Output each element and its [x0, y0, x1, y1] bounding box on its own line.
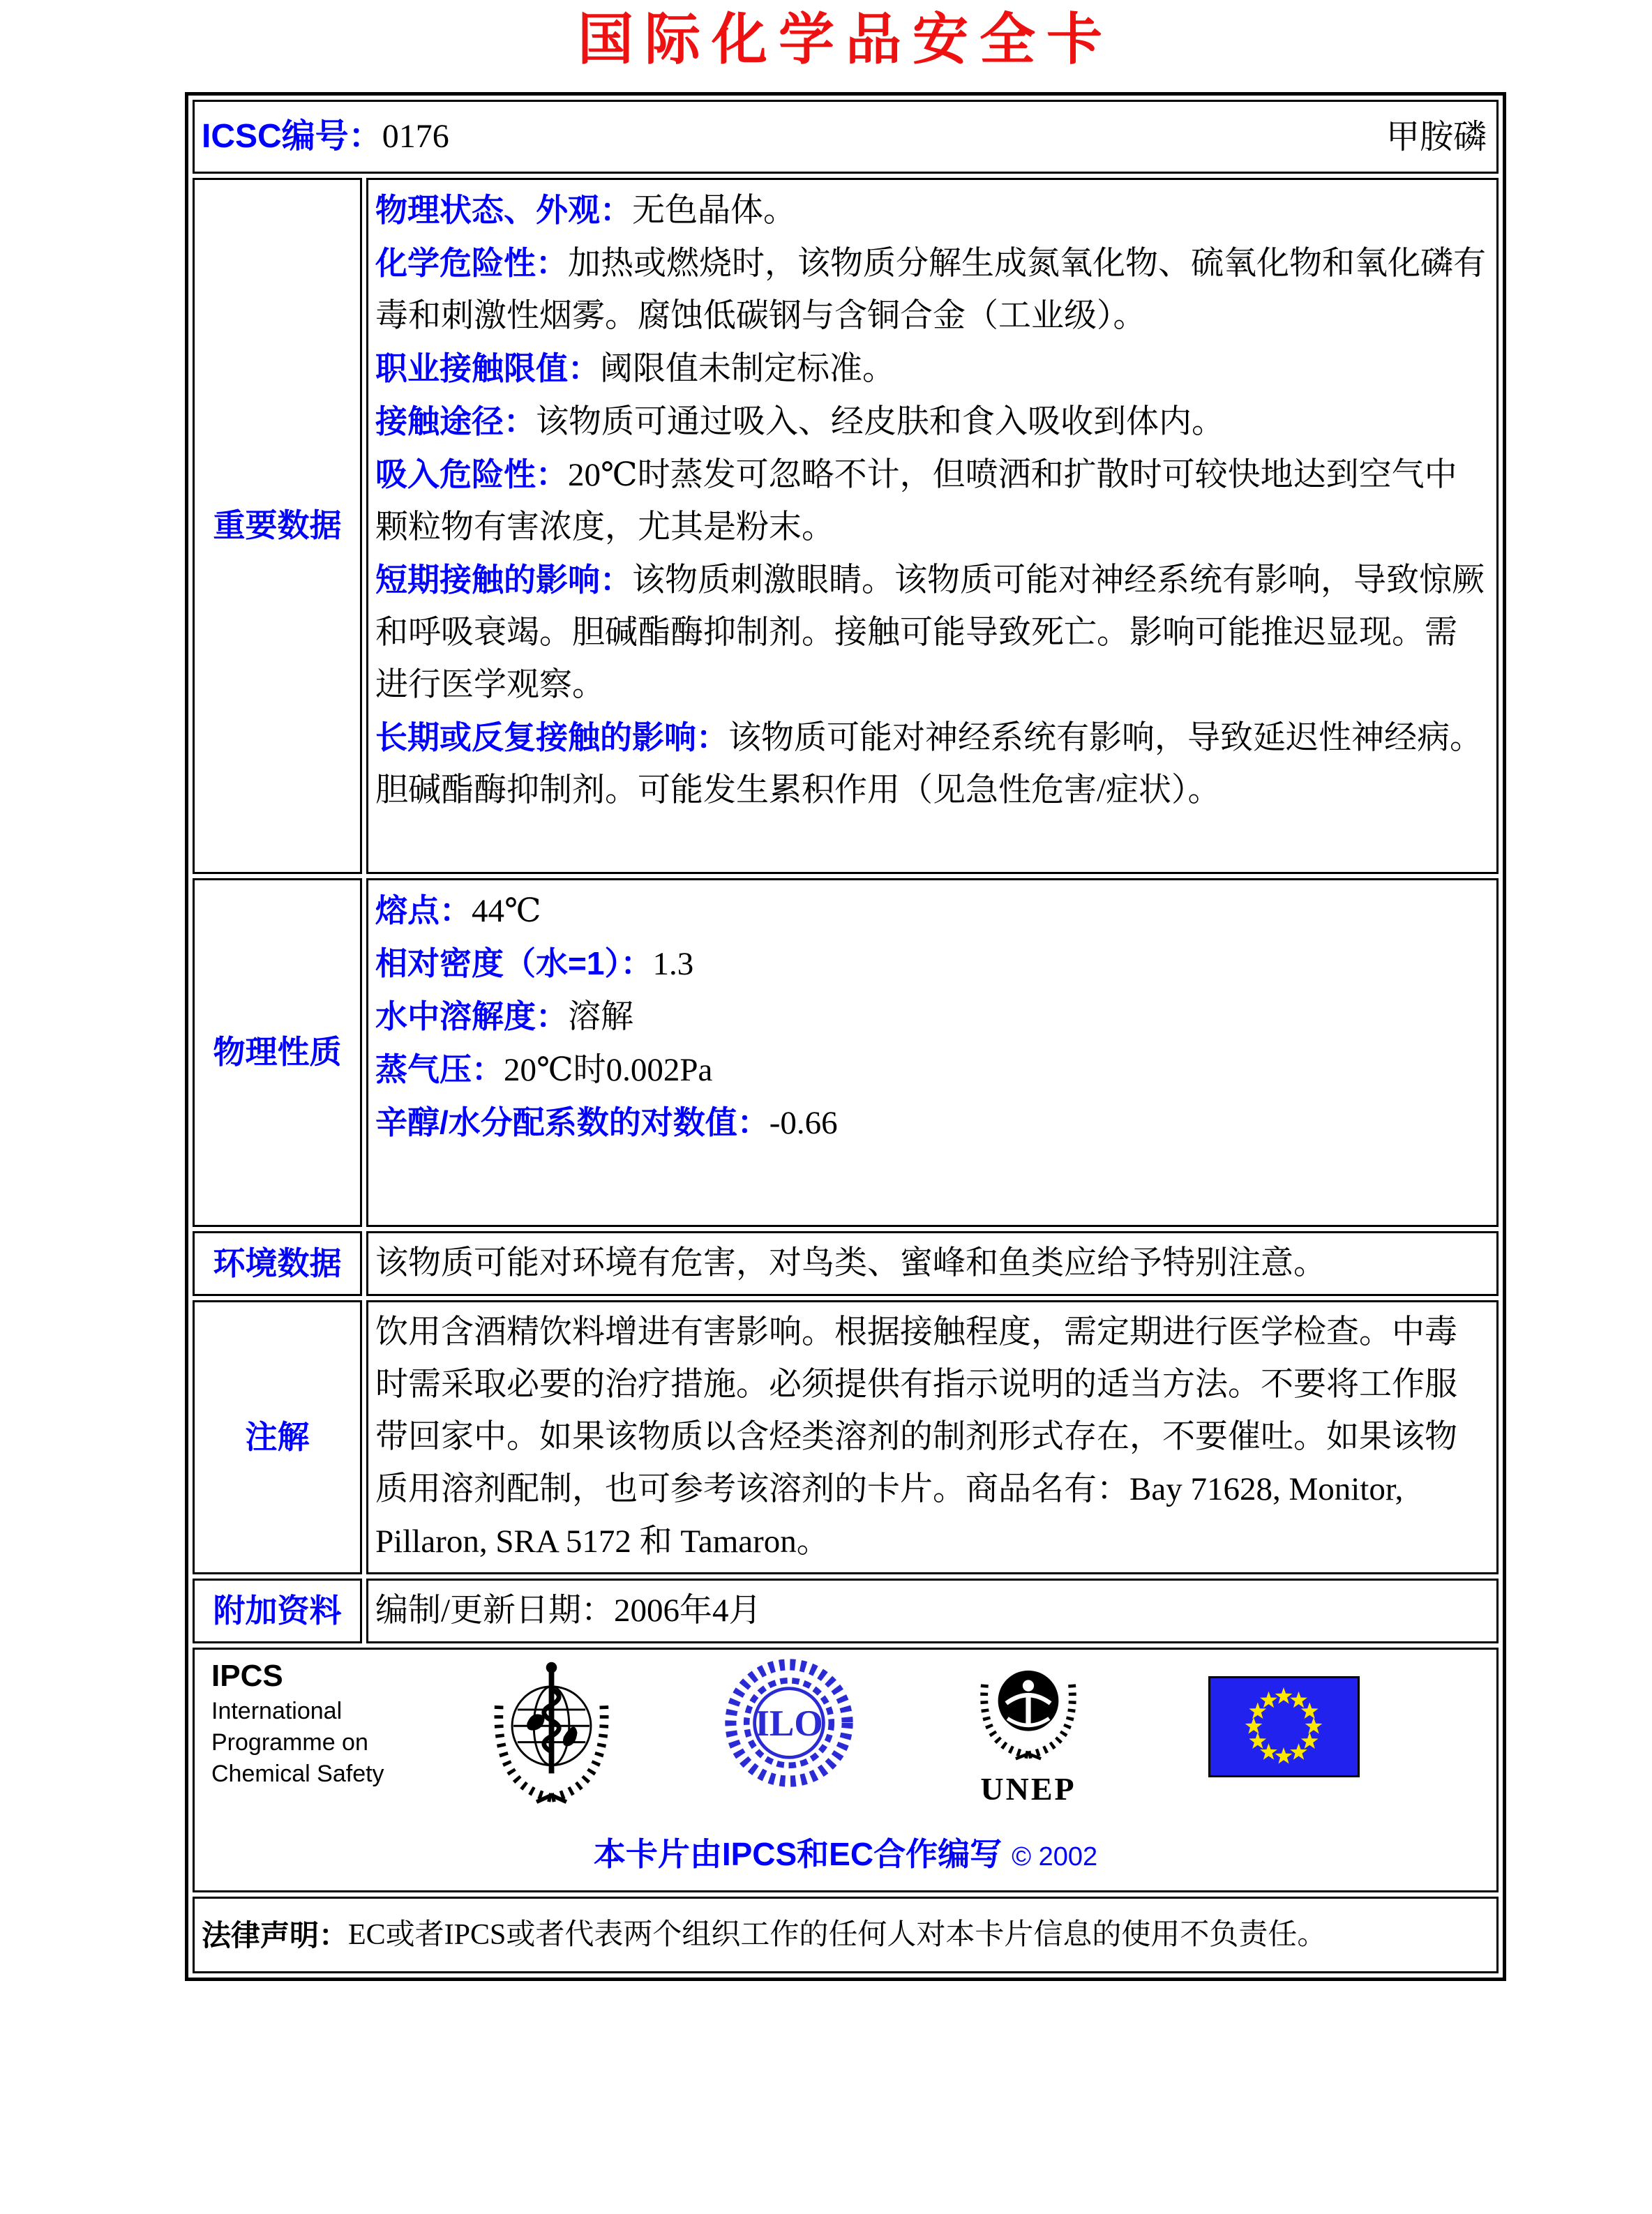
property-value: 该物质可能对神经系统有影响，导致延迟性神经病。胆碱酯酶抑制剂。可能发生累积作用（见急性危害/症状）。	[375, 720, 1482, 808]
property-value: 20℃时蒸发可忽略不计，但喷洒和扩散时可较快地达到空气中颗粒物有害浓度，尤其是粉末。	[375, 457, 1457, 545]
property-line	[375, 884, 1487, 937]
property-label: 接触途径：	[375, 403, 536, 439]
logos-strip	[204, 1657, 1487, 1825]
cooperation-note: 本卡片由IPCS和EC合作编写	[593, 1836, 1003, 1872]
property-line	[375, 554, 1487, 711]
environment-data-content: 该物质可能对环境有危害，对鸟类、蜜峰和鱼类应给予特别注意。	[366, 1231, 1499, 1296]
ilo-letters: ILO	[755, 1703, 823, 1745]
copyright-note: © 2002	[1012, 1842, 1098, 1872]
ipcs-line: Programme on	[211, 1729, 368, 1756]
additional-info-row-label: 附加资料	[213, 1592, 342, 1629]
property-label: 吸入危险性：	[375, 456, 568, 492]
ipcs-line: International	[211, 1698, 343, 1724]
header-row	[193, 100, 1499, 174]
property-label: 长期或反复接触的影响：	[375, 719, 728, 755]
eu-flag-icon	[1208, 1676, 1360, 1793]
chemical-name: 甲胺磷	[1386, 118, 1487, 156]
property-value: 44℃	[472, 893, 541, 929]
property-line	[375, 991, 1487, 1044]
property-line	[375, 1097, 1487, 1150]
property-label: 熔点：	[375, 892, 472, 928]
property-value: -0.66	[769, 1105, 838, 1141]
cooperation-note-line	[204, 1828, 1487, 1883]
property-label: 相对密度（水=1）：	[375, 945, 653, 981]
unep-icon	[968, 1657, 1088, 1761]
property-value: 1.3	[652, 946, 694, 982]
property-line	[375, 449, 1487, 554]
ipcs-line: Chemical Safety	[211, 1761, 384, 1787]
additional-info-content: 编制/更新日期：2006年4月	[366, 1579, 1499, 1643]
property-line	[375, 184, 1487, 237]
environment-data-row-label: 环境数据	[213, 1244, 342, 1281]
ilo-icon	[723, 1657, 855, 1805]
property-label: 辛醇/水分配系数的对数值：	[375, 1104, 769, 1140]
legal-notice-text: EC或者IPCS或者代表两个组织工作的任何人对本卡片信息的使用不负责任。	[348, 1918, 1327, 1951]
important-data-row-label: 重要数据	[213, 507, 342, 543]
safety-card-sheet	[185, 0, 1506, 1981]
icsc-number-value: 0176	[382, 118, 449, 155]
legal-notice-row	[193, 1897, 1499, 1973]
important-data-row	[193, 178, 1499, 874]
unep-caption: UNEP	[980, 1771, 1076, 1807]
property-label: 职业接触限值：	[375, 350, 600, 386]
property-value: 该物质可通过吸入、经皮肤和食入吸收到体内。	[536, 404, 1224, 440]
property-value: 溶解	[568, 999, 633, 1035]
physical-properties-row-label: 物理性质	[213, 1034, 342, 1070]
property-label: 化学危险性：	[375, 245, 568, 281]
icsc-number-group	[202, 110, 449, 163]
who-icon	[483, 1657, 620, 1825]
logos-row	[193, 1648, 1499, 1892]
important-data-content	[366, 178, 1499, 874]
ipcs-text-block	[211, 1657, 386, 1790]
notes-row	[193, 1300, 1499, 1574]
property-line	[375, 396, 1487, 449]
property-label: 物理状态、外观：	[375, 192, 632, 228]
physical-properties-content	[366, 878, 1499, 1227]
property-value: 无色晶体。	[632, 193, 796, 229]
property-line	[375, 237, 1487, 342]
legal-notice-label: 法律声明：	[202, 1918, 349, 1952]
environment-data-row	[193, 1231, 1499, 1296]
additional-info-row	[193, 1579, 1499, 1643]
property-line	[375, 342, 1487, 396]
notes-content: 饮用含酒精饮料增进有害影响。根据接触程度，需定期进行医学检查。中毒时需采取必要的治疗措施。必须提供有指示说明的适当方法。不要将工作服带回家中。如果该物质以含烃类溶剂的制剂形式存在，不要催吐。如果该物质用溶剂配制，也可参考该溶剂的卡片。商品名有：Bay 71628, Monitor, Pillaron, SRA 5172 和 Tamaron。	[366, 1300, 1499, 1574]
notes-row-label: 注解	[245, 1418, 310, 1455]
property-value: 加热或燃烧时，该物质分解生成氮氧化物、硫氧化物和氧化磷有毒和刺激性烟雾。腐蚀低碳钢与含铜合金（工业级）。	[375, 246, 1486, 334]
unep-logo	[968, 1657, 1088, 1805]
property-value: 该物质刺激眼睛。该物质可能对神经系统有影响，导致惊厥和呼吸衰竭。胆碱酯酶抑制剂。接触可能导致死亡。影响可能推迟显现。需进行医学观察。	[375, 562, 1485, 703]
icsc-card-table	[185, 92, 1506, 1981]
property-value: 20℃时0.002Pa	[504, 1052, 713, 1088]
physical-properties-row	[193, 878, 1499, 1227]
property-line	[375, 711, 1487, 817]
property-value: 阈限值未制定标准。	[600, 351, 895, 387]
property-line	[375, 1044, 1487, 1097]
page-title: 国际化学品安全卡	[578, 8, 1113, 70]
icsc-number-label: ICSC编号：	[202, 118, 382, 155]
property-label: 短期接触的影响：	[375, 562, 632, 598]
property-label: 蒸气压：	[375, 1051, 504, 1087]
property-line	[375, 937, 1487, 991]
property-label: 水中溶解度：	[375, 998, 568, 1034]
ipcs-acronym: IPCS	[211, 1659, 283, 1693]
